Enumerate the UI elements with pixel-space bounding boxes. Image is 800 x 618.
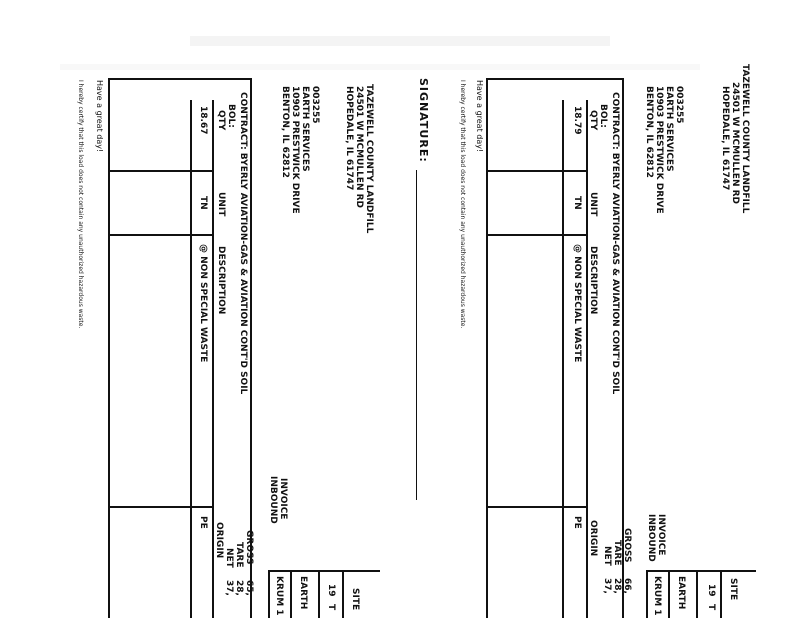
ticket-2-col-origin: ORIGIN	[214, 522, 224, 559]
ticket-1-gross-label: GROSS	[622, 528, 632, 563]
ticket-2-landfill-addr1: 24501 W MCMULLEN RD	[354, 86, 364, 209]
ticket-2-unit-line	[108, 234, 212, 236]
ticket-1-site-value: 19	[706, 584, 716, 597]
ticket-2-qty-line	[108, 170, 212, 172]
ticket-1-site-box-divider2	[696, 570, 698, 618]
ticket-2-customer-addr1: 10903 PRESTWICK DRIVE	[290, 86, 300, 214]
scan-smudge	[60, 64, 700, 70]
ticket-2-site-value: 19	[326, 584, 336, 597]
signature-label: SIGNATURE:	[417, 78, 430, 163]
ticket-1-qty-line	[486, 170, 586, 172]
ticket-1-customer-name: EARTH SERVICES	[664, 86, 674, 172]
ticket-2-site-box-left	[268, 570, 270, 618]
ticket-2-site-label: SITE	[350, 588, 360, 611]
ticket-1-landfill-addr1: 24501 W MCMULLEN RD	[730, 82, 740, 205]
ticket-2-gross-value: 65,	[244, 580, 254, 596]
ticket-2-earth: EARTH	[298, 576, 308, 610]
ticket-2-header-line	[190, 100, 192, 618]
ticket-1-col-origin: ORIGIN	[588, 520, 598, 557]
ticket-2-desc: @ NON SPECIAL WASTE	[198, 244, 208, 363]
ticket-1-net-value: 37,	[602, 578, 612, 594]
ticket-1-site-box-divider3	[720, 570, 722, 618]
ticket-1-site-box-left	[646, 570, 648, 618]
ticket-2-box-left	[108, 78, 110, 618]
ticket-1-unit-line	[486, 234, 586, 236]
ticket-1-landfill-name: TAZEWELL COUNTY LANDFILL	[740, 64, 750, 214]
ticket-2-site-box-divider2	[318, 570, 320, 618]
ticket-2-customer-name: EARTH SERVICES	[300, 86, 310, 172]
ticket-2-qty: 18.67	[198, 106, 208, 135]
ticket-2-gross-label: GROSS	[244, 530, 254, 565]
ticket-1-customer-addr1: 10903 PRESTWICK DRIVE	[654, 86, 664, 214]
ticket-2-col-unit: UNIT	[216, 192, 226, 217]
scan-smudge	[190, 36, 610, 46]
ticket-2-invoice: INVOICE	[278, 478, 288, 520]
signature-line	[416, 170, 417, 500]
ticket-2-certify: I hereby certify that this load does not contain any unauthorized hazardous waste.	[77, 80, 84, 329]
ticket-2-site-box-divider3	[342, 570, 344, 618]
ticket-1-col-unit: UNIT	[588, 192, 598, 217]
ticket-1-tare-value: 28,	[612, 578, 622, 594]
ticket-1-header-line	[562, 100, 564, 618]
ticket-2-net-value: 37,	[224, 580, 234, 596]
ticket-1-box-left	[486, 78, 488, 618]
ticket-1-greeting: Have a great day!	[475, 80, 484, 153]
ticket-2-site-box-top	[268, 570, 380, 572]
ticket-1-origin: PE	[572, 516, 582, 529]
ticket-1-contract: CONTRACT: BYERLY AVIATION-GAS & AVIATION CONT'D SOIL	[610, 92, 620, 395]
ticket-1-krum: KRUM 1	[652, 576, 662, 616]
ticket-1-invoice: INVOICE	[656, 514, 666, 556]
ticket-2-col-desc: DESCRIPTION	[216, 246, 226, 315]
ticket-1-site-label: SITE	[728, 578, 738, 601]
ticket-1-origin-line	[486, 506, 586, 508]
ticket-1-t: T	[706, 604, 716, 611]
ticket-2-inbound: INBOUND	[268, 476, 278, 524]
ticket-2-unit: TN	[198, 196, 208, 210]
ticket-2-tare-value: 28,	[234, 580, 244, 596]
ticket-2-site-box-divider1	[290, 570, 292, 618]
ticket-1-gross-value: 66,	[622, 578, 632, 594]
ticket-2-landfill-name: TAZEWELL COUNTY LANDFILL	[364, 84, 374, 234]
ticket-1-box-top	[486, 78, 624, 80]
ticket-1-landfill-addr2: HOPEDALE, IL 61747	[720, 86, 730, 191]
ticket-1-inbound: INBOUND	[646, 514, 656, 562]
ticket-2-account: 003255	[310, 86, 320, 124]
ticket-2-col-qty: QTY	[216, 110, 226, 131]
ticket-1-customer-addr2: BENTON, IL 62812	[644, 86, 654, 178]
ticket-2-box-top	[108, 78, 252, 80]
ticket-1-site-box-top	[646, 570, 756, 572]
ticket-1-qty: 18.79	[572, 106, 582, 135]
ticket-2-t: T	[326, 604, 336, 611]
ticket-2-landfill-addr2: HOPEDALE, IL 61747	[344, 86, 354, 191]
ticket-2-krum: KRUM 1	[274, 576, 284, 616]
ticket-1-account: 003255	[674, 86, 684, 124]
ticket-1-col-qty: QTY	[588, 110, 598, 131]
ticket-2-net-label: NET	[224, 548, 234, 568]
ticket-2-origin: PE	[198, 516, 208, 529]
ticket-1-unit: TN	[572, 196, 582, 210]
ticket-1-col-desc: DESCRIPTION	[588, 246, 598, 315]
ticket-2-tare-label: TARE	[234, 542, 244, 568]
ticket-1-certify: I hereby certify that this load does not contain any unauthorized hazardous waste.	[459, 80, 466, 329]
ticket-1-net-label: NET	[602, 546, 612, 566]
ticket-2-origin-line	[108, 506, 212, 508]
ticket-1-bol: BOL:	[598, 104, 608, 128]
ticket-1-desc: @ NON SPECIAL WASTE	[572, 244, 582, 363]
ticket-1-site-box-divider1	[668, 570, 670, 618]
ticket-2-contract: CONTRACT: BYERLY AVIATION-GAS & AVIATION CONT'D SOIL	[238, 92, 248, 395]
ticket-2-bol: BOL:	[226, 104, 236, 128]
ticket-1-tare-label: TARE	[612, 540, 622, 566]
ticket-2-greeting: Have a great day!	[95, 80, 104, 153]
ticket-1-earth: EARTH	[676, 576, 686, 610]
ticket-2-customer-addr2: BENTON, IL 62812	[280, 86, 290, 178]
